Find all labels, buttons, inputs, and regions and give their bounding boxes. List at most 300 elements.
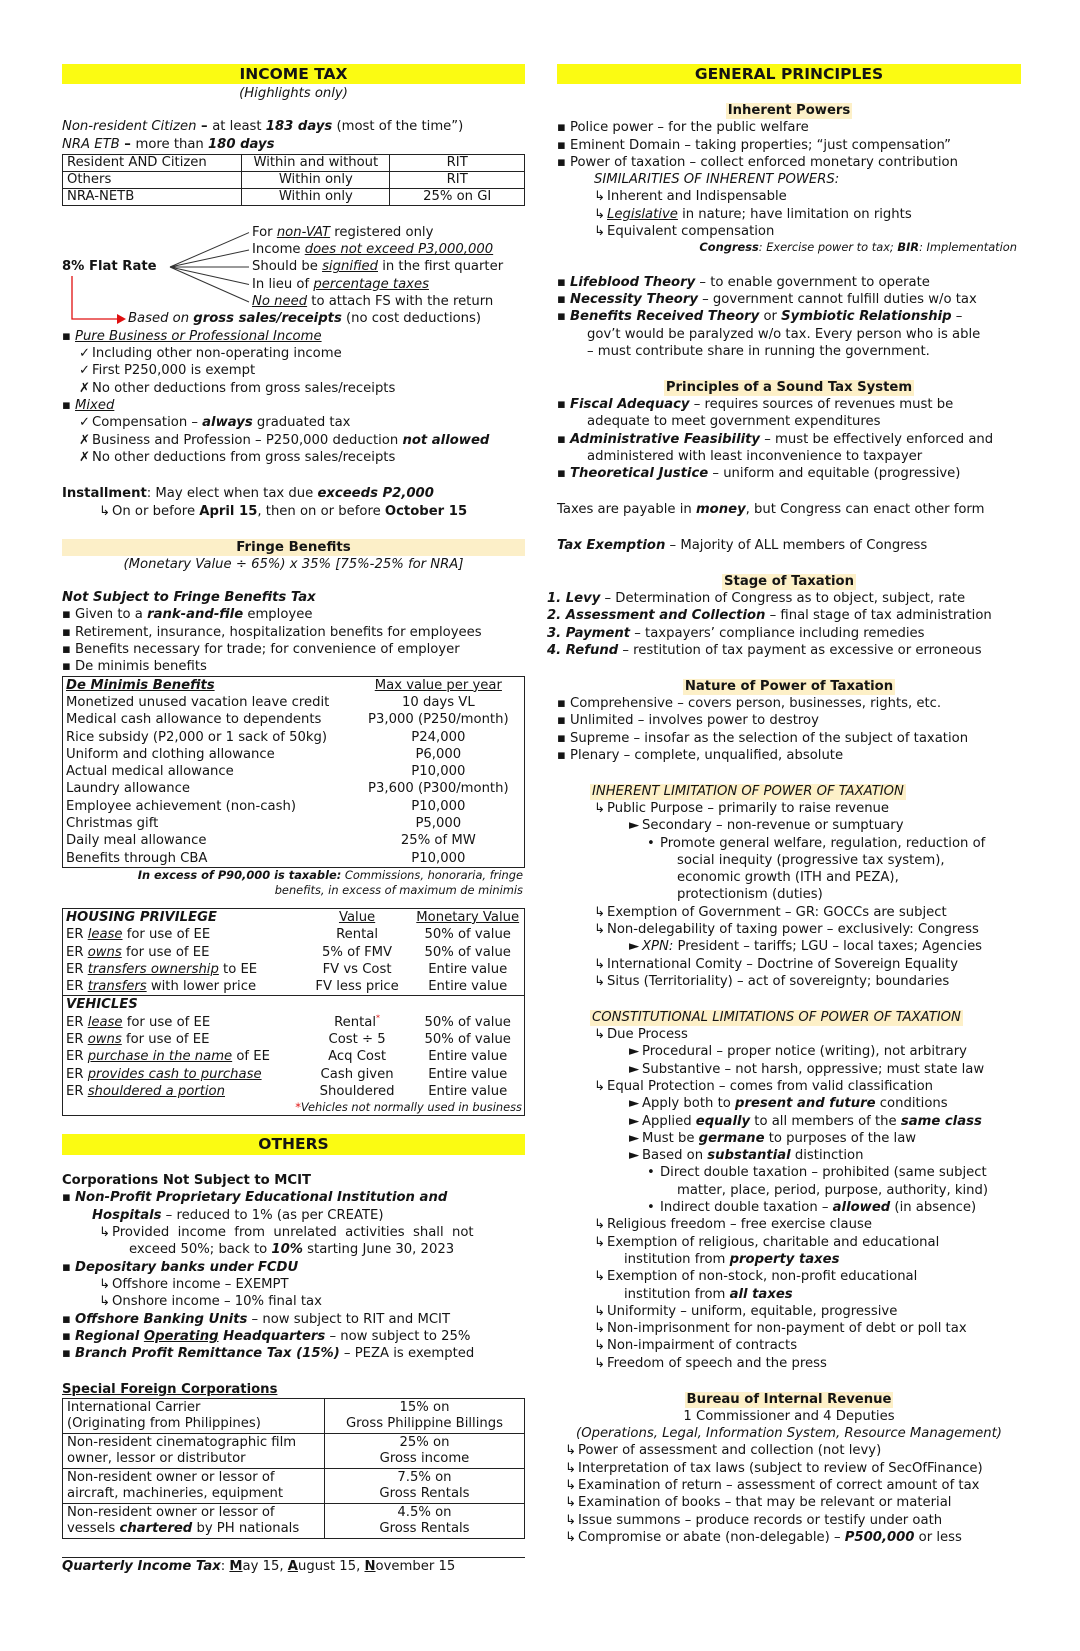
text-run: P500,000 [844,1529,915,1545]
list-item [557,973,1021,990]
list-item-text: Offshore Banking Units – now subject to RIT and MCIT [75,1311,450,1327]
tax-rate-cell [324,1504,524,1539]
list-item [62,1189,525,1224]
list-item [557,938,1021,955]
list-item [557,223,1021,240]
installment [62,485,525,520]
tax-exemption: Tax Exemption – Majority of ALL members of Congress [557,537,928,553]
table-row [63,978,524,996]
list-item [62,362,525,379]
corporation-type-cell [63,1399,325,1434]
list-item-text: 3. Payment – taxpayers’ compliance including remedies [547,625,925,641]
table-row [63,1469,525,1504]
mcit-title: Corporations Not Subject to MCIT [62,1173,312,1189]
inherent-powers-title: Inherent Powers [727,103,851,118]
list-item-text: Provided income from unrelated activities shall not exceed 50%; back to 10% starting June 30, 2023 [112,1225,474,1258]
text-run: Branch Profit Remittance Tax (15%) [75,1346,340,1362]
cell-line: International Carrier [67,1400,201,1416]
table-cell: ER lease for use of EE [66,1014,211,1030]
square-bullet-icon: ▪ [557,274,566,290]
not-subject-title: Not Subject to Fringe Benefits Tax [62,590,316,606]
table-cell: Rental* [334,1013,381,1030]
cell-line: aircraft, machineries, equipment [67,1486,284,1502]
triangle-bullet-icon: ► [629,1044,640,1060]
list-item-text: Non-Profit Proprietary Educational Institution and Hospitals – reduced to 1% (as per CREATE) [75,1190,448,1223]
list-item-text: De minimis benefits [75,659,207,675]
table-cell [63,996,303,1014]
triangle-bullet-icon: ► [629,1130,640,1146]
tax-rate-cell [324,1434,524,1469]
arrow-bullet-icon: ↳ [594,1234,606,1250]
list-item-text: Inherent and Indispensable [607,189,787,205]
square-bullet-icon: ▪ [62,1190,71,1206]
text-run: lease [87,927,123,943]
list-item-text: 1. Levy – Determination of Congress as to object, subject, rate [547,591,966,607]
cell-line: Non-resident cinematographic film [67,1435,297,1451]
x-bullet-icon: ✗ [79,432,91,448]
cell-line: 7.5% on [397,1470,452,1486]
table-cell: Uniform and clothing allowance [66,746,275,762]
text-run: – [119,136,136,152]
table-cell: Cost ÷ 5 [328,1031,386,1047]
table-cell [303,909,412,926]
list-item-text: Issue summons – produce records or testify under oath [578,1512,943,1528]
table-row [63,850,525,868]
income-tax-title: INCOME TAX [62,64,525,84]
table-cell: P6,000 [415,746,462,762]
cell-line: owner, lessor or distributor [67,1451,246,1467]
table-cell: P3,000 (P250/month) [368,712,509,728]
arrow-bullet-icon: ↳ [594,1078,606,1094]
text-run: property taxes [729,1251,840,1267]
text-run: Necessity Theory [570,292,698,308]
text-run: shouldered a portion [87,1083,225,1099]
square-bullet-icon: ▪ [557,431,566,447]
list-item [557,1199,1021,1216]
list-item [557,1113,1021,1130]
text-run: Offshore Banking Units [75,1311,248,1327]
list-item-text: Equivalent compensation [607,224,775,240]
list-item [557,1234,1021,1269]
income-tax-column [62,64,525,1576]
list-item-text: Given to a rank-and-file employee [75,607,313,623]
list-item-text: XPN: President – tariffs; LGU – local taxes; Agencies [642,939,983,955]
list-item-text: Theoretical Justice – uniform and equitable (progressive) [570,466,961,482]
list-item [557,1303,1021,1320]
red-arrowhead-icon [117,314,126,324]
list-item-text: Exemption of non-stock, non-profit educational institution from all taxes [607,1269,918,1302]
arrow-bullet-icon: ↳ [565,1460,577,1476]
list-item [62,449,525,466]
list-item [557,835,1021,904]
square-bullet-icon: ▪ [557,730,566,746]
table-row [63,746,525,763]
dot-bullet-icon: • [647,1165,655,1181]
list-item [252,293,503,310]
stage-of-taxation-title: Stage of Taxation [724,573,854,589]
list-item [62,1293,525,1310]
cell-line: 15% on [399,1400,450,1416]
list-item-text: Administrative Feasibility – must be effectively enforced and administered with least inconvenience to taxpayer [570,431,994,465]
text-run: owns [87,944,122,960]
arrow-bullet-icon: ↳ [99,503,111,519]
text-run: Max value per year [374,677,502,693]
theories-list [557,274,1021,360]
list-item [62,397,525,414]
text-run: exceeds P2,000 [317,486,434,502]
table-cell: Entire value [428,1083,508,1099]
vehicles-footnote [63,1100,524,1115]
table-cell: Medical cash allowance to dependents [66,712,322,728]
list-item-text: Comprehensive – covers person, businesses, rights, etc. [570,696,942,712]
table-row [63,763,525,780]
table-row [63,694,525,711]
list-item-text: No other deductions from gross sales/receipts [92,449,396,465]
text-run: lease [87,1014,123,1030]
table-row [63,798,525,815]
list-item-text: Exemption of Government – GR: GOCCs are subject [607,904,947,920]
arrow-bullet-icon: ↳ [594,1303,606,1319]
square-bullet-icon: ▪ [557,137,566,153]
x-bullet-icon: ✗ [79,380,91,396]
list-item [557,904,1021,921]
text-run: purchase in the name [87,1049,233,1065]
table-cell: Within and without [242,154,390,171]
triangle-bullet-icon: ► [629,818,640,834]
list-item-text: Apply both to present and future conditions [642,1096,948,1112]
income-tax-subtitle: (Highlights only) [239,86,348,101]
table-cell: P10,000 [411,798,466,814]
table-row [63,676,525,694]
list-item [62,328,525,345]
dot-bullet-icon: • [647,1200,655,1216]
list-item [62,606,525,623]
list-item [557,465,1021,482]
list-item [557,1494,1021,1511]
list-item [252,224,503,241]
list-item [252,258,503,275]
payable-in-money: Taxes are payable in money, but Congress can enact other form [557,502,985,518]
text-run: – [196,119,213,135]
table-cell: P10,000 [411,850,466,866]
table-row [63,1083,524,1100]
table-cell [353,676,525,694]
square-bullet-icon: ▪ [62,1346,71,1362]
table-cell: ER lease for use of EE [66,927,211,943]
text-run: HOUSING PRIVILEGE [66,909,217,925]
list-item-text: Installment: May elect when tax due exceeds P2,000 [62,486,434,502]
check-bullet-icon: ✓ [79,346,91,362]
text-run: * [376,1013,381,1023]
list-item-text: Benefits necessary for trade; for convenience of employer [75,642,460,658]
list-item-text: Power of taxation – collect enforced monetary contribution [570,154,958,170]
text-run: Installment [62,486,147,502]
table-cell: Acq Cost [328,1049,387,1065]
list-item [557,1061,1021,1078]
inherent-limitation-list [557,800,1021,990]
text-run: Administrative Feasibility [570,431,761,447]
cell-line: Non-resident owner or lessor of [67,1470,275,1486]
arrow-bullet-icon: ↳ [99,1294,111,1310]
square-bullet-icon: ▪ [62,624,71,640]
square-bullet-icon: ▪ [62,398,71,414]
x-bullet-icon: ✗ [79,449,91,465]
cell-line: vessels chartered by PH nationals [67,1521,300,1537]
general-principles-title: GENERAL PRINCIPLES [557,64,1021,84]
text-run: Congress [699,240,759,255]
corporation-type-cell [63,1504,325,1539]
table-cell [411,909,524,926]
text-run: money [695,502,746,518]
table-cell: Others [63,171,242,188]
table-row [63,171,525,188]
list-item [557,1442,1021,1459]
list-item-text: Legislative in nature; have limitation on rights [607,206,912,222]
text-run: Regional [75,1328,144,1344]
list-item-text: In lieu of percentage taxes [252,276,429,292]
list-item [62,380,525,397]
text-run: germane [698,1130,765,1146]
stage-list [547,590,1021,659]
table-row [63,1014,524,1031]
table-cell: Within only [242,171,390,188]
table-cell: Entire value [428,1066,508,1082]
text-run: Legislative [607,206,678,222]
arrow-bullet-icon: ↳ [594,1355,606,1371]
check-bullet-icon: ✓ [79,363,91,379]
list-item-text: Due Process [607,1027,688,1043]
table-cell: Shouldered [319,1083,395,1099]
list-item [557,240,1021,255]
list-item [557,1268,1021,1303]
sfc-title: Special Foreign Corporations [62,1382,278,1398]
housing-vehicles-box [62,908,525,1116]
list-item [62,1328,525,1345]
table-cell: FV less price [315,979,399,995]
cell-line: Gross Rentals [379,1521,470,1537]
text-run: Depositary banks under FCDU [75,1259,299,1275]
table-row [63,1031,524,1048]
list-item-text: Exemption of religious, charitable and educational institution from property taxes [607,1234,940,1267]
arrow-bullet-icon: ↳ [565,1443,577,1459]
nature-of-taxation-title: Nature of Power of Taxation [684,678,894,694]
table-cell: Resident AND Citizen [63,154,242,171]
list-item-text: Must be germane to purposes of the law [642,1130,917,1146]
bir-powers-list [557,1442,1021,1546]
list-item [557,1477,1021,1494]
flat-rate-label: 8% Flat Rate [62,259,157,275]
cell-line: 4.5% on [397,1505,452,1521]
list-item [557,956,1021,973]
list-item [557,1337,1021,1354]
arrow-bullet-icon: ↳ [594,206,606,222]
arrow-bullet-icon: ↳ [594,1217,606,1233]
sound-tax-system-list [557,396,1021,482]
list-item-text: For non-VAT registered only [252,224,434,240]
list-item-text: Business and Profession – P250,000 deduction not allowed [92,432,490,448]
de-minimis-note [62,868,525,898]
table-row [63,926,524,943]
table-row [63,1504,525,1539]
table-row [63,996,524,1014]
list-item [557,1130,1021,1147]
bir-title: Bureau of Internal Revenue [686,1391,892,1407]
text-run: substantial [707,1148,791,1164]
triangle-bullet-icon: ► [629,939,640,955]
square-bullet-icon: ▪ [557,713,566,729]
list-item [557,800,1021,817]
connector-line [170,267,249,285]
text-run: Lifeblood Theory [570,274,696,290]
square-bullet-icon: ▪ [557,309,566,325]
text-run: Based on [128,311,194,327]
list-item-text: Examination of books – that may be relevant or material [578,1495,952,1511]
text-run: non-VAT [276,224,331,240]
list-item-text: Religious freedom – free exercise clause [607,1217,872,1233]
list-item-text: Procedural – proper notice (writing), not arbitrary [642,1044,967,1060]
text-run: Operating [143,1328,219,1344]
list-item-text: Unlimited – involves power to destroy [570,713,819,729]
table-cell: Actual medical allowance [66,764,234,780]
arrow-bullet-icon: ↳ [565,1512,577,1528]
text-run: 10% [271,1242,303,1258]
text-run: BIR [897,240,920,255]
residency-rules [62,118,525,153]
sound-tax-system-title: Principles of a Sound Tax System [665,379,913,395]
table-cell: Entire value [428,961,508,977]
text-run: 180 days [207,136,275,152]
square-bullet-icon: ▪ [557,120,566,136]
list-item-text: Examination of return – assessment of correct amount of tax [578,1477,980,1493]
general-principles-column [547,64,1021,1546]
arrow-bullet-icon: ↳ [594,1269,606,1285]
table-row [63,815,525,832]
table-cell: Daily meal allowance [66,833,207,849]
list-item-text: Uniformity – uniform, equitable, progressive [607,1303,898,1319]
list-item [62,1259,525,1276]
text-run: April 15 [199,503,258,519]
table-cell: 10 days VL [402,694,475,710]
list-item-text: No need to attach FS with the return [252,294,494,310]
list-item [557,206,1021,223]
list-item-text: Fiscal Adequacy – requires sources of revenues must be adequate to meet government expenditures [570,397,954,430]
arrow-bullet-icon: ↳ [594,1338,606,1354]
list-item [557,730,1021,747]
list-item-text: Retirement, insurance, hospitalization benefits for employees [75,624,482,640]
table-cell: P24,000 [411,729,466,745]
list-item-text: Supreme – insofar as the selection of the subject of taxation [570,730,969,746]
table-cell: Christmas gift [66,816,159,832]
text-run: NRA ETB [62,136,120,152]
list-item-text: Police power – for the public welfare [570,120,809,136]
table-cell: Cash given [320,1066,394,1082]
table-cell: ER owns for use of EE [66,1031,210,1047]
table-cell: RIT [390,154,525,171]
list-item-text: 4. Refund – restitution of tax payment as excessive or erroneous [547,642,982,658]
table-cell: ER transfers ownership to EE [66,961,258,977]
list-item-text: Should be signified in the first quarter [252,259,504,275]
list-item [62,624,525,641]
list-item-text: Branch Profit Remittance Tax (15%) – PEZA is exempted [75,1346,475,1362]
cell-line: Gross Rentals [379,1486,470,1502]
square-bullet-icon: ▪ [62,1328,71,1344]
text-run: allowed [832,1200,891,1216]
corporation-type-cell [63,1434,325,1469]
list-item-text: Freedom of speech and the press [607,1355,827,1371]
text-run: Monetary Value [416,909,520,925]
arrow-bullet-icon: ↳ [594,189,606,205]
square-bullet-icon: ▪ [557,154,566,170]
connector-line [170,232,249,266]
list-item-text: Non-impairment of contracts [607,1338,798,1354]
list-item-text: Direct double taxation – prohibited (same subject matter, place, period, purpose, authority, kind) [660,1165,989,1198]
list-item-text: Promote general welfare, regulation, reduction of social inequity (progressive tax system), economic growth (ITH and PEZA), protectionism (duties) [660,835,986,903]
bir-subtitle: 1 Commissioner and 4 Deputies [683,1408,895,1424]
table-row [63,1066,524,1083]
table-row [63,909,524,926]
text-run: all taxes [729,1286,793,1302]
cell-line: 25% on [399,1435,450,1451]
list-item-text: Based on substantial distinction [642,1148,864,1164]
text-run: A [287,1559,298,1575]
text-run: Tax Exemption [557,537,666,553]
triangle-bullet-icon: ► [629,1061,640,1077]
table-cell [63,676,353,694]
text-run: Headquarters [218,1328,326,1344]
text-run: present and future [735,1096,876,1112]
text-run: transfers ownership [87,961,219,977]
square-bullet-icon: ▪ [62,1259,71,1275]
text-run: signified [322,259,378,275]
square-bullet-icon: ▪ [557,397,566,413]
list-item [557,431,1021,466]
bir-deputies: (Operations, Legal, Information System, Resource Management) [576,1426,1002,1442]
housing-table [63,909,524,1100]
text-run: N [364,1559,376,1575]
arrow-bullet-icon: ↳ [565,1477,577,1493]
square-bullet-icon: ▪ [557,696,566,712]
residency-line: Non-resident Citizen – at least 183 days (most of the time”) [62,119,464,135]
table-cell: FV vs Cost [322,961,392,977]
table-row [63,1048,524,1065]
text-run: 1. Levy [547,591,601,607]
triangle-bullet-icon: ► [629,1113,640,1129]
text-run: Quarterly Income Tax [62,1559,221,1575]
arrow-bullet-icon: ↳ [594,1027,606,1043]
list-item [557,1095,1021,1112]
list-item [62,345,525,362]
table-cell: Entire value [428,1049,508,1065]
table-cell: Benefits through CBA [66,850,208,866]
residency-line: NRA ETB – more than 180 days [62,136,275,152]
table-cell [303,996,412,1014]
list-item [557,1355,1021,1372]
table-cell: 50% of value [424,1014,511,1030]
text-run: VEHICLES [66,997,138,1013]
list-item-text: Compromise or abate (non-delegable) – P500,000 or less [578,1529,962,1545]
text-run: Symbiotic Relationship [781,309,952,325]
list-item [557,308,1021,360]
list-item [62,1276,525,1293]
list-item [62,485,525,502]
list-item [557,171,1021,188]
table-cell: P10,000 [411,764,466,780]
table-cell: Monetized unused vacation leave credit [66,694,330,710]
text-run: Commissions, honoraria, fringe benefits, in excess of maximum de minimis [274,867,523,897]
list-item-text [594,172,839,187]
text-run: Benefits Received Theory [570,309,760,325]
list-item [62,432,525,449]
